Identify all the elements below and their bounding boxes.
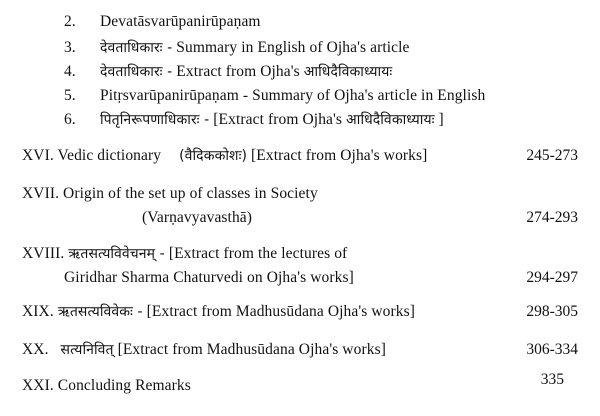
- entry-devanagari: ऋतसत्यविवेचनम् -: [68, 246, 165, 262]
- entry-xviii: [22, 244, 347, 264]
- entry-label: XVI. Vedic dictionary: [22, 147, 162, 164]
- entry-label: XX.: [22, 341, 49, 358]
- subitem-number: 6.: [64, 111, 76, 128]
- subitem-devanagari-2: आधिदैविकाध्यायः: [303, 64, 393, 80]
- subitem-devanagari: देवताधिकारः -: [100, 64, 173, 80]
- entry-xxi: XXI. Concluding Remarks: [22, 377, 191, 394]
- entry-pages: 245-273: [526, 147, 578, 164]
- subitem-title: Devatāsvarūpanirūpaṇam: [100, 13, 261, 30]
- subitem-number: 5.: [64, 87, 76, 104]
- entry-devanagari: सत्यनिवित्: [60, 342, 114, 358]
- subitem-text: [100, 38, 410, 58]
- entry-label: XVIII.: [22, 245, 65, 262]
- entry-xvii: XVII. Origin of the set up of classes in Society: [22, 185, 318, 202]
- entry-devanagari: ऋतसत्यविवेकः -: [57, 304, 143, 320]
- subitem-title: [Extract from Ojha's: [213, 111, 343, 128]
- subitem-number: 2.: [64, 13, 76, 30]
- entry-description: [Extract from Madhusūdana Ojha's works]: [146, 303, 416, 320]
- subitem-text: [100, 110, 444, 130]
- entry-pages: 294-297: [526, 269, 578, 286]
- entry-pages: 274-293: [526, 209, 578, 226]
- subitem-text: [100, 86, 485, 106]
- entry-xviii-line2: Giridhar Sharma Chaturvedi on Ojha's works]: [64, 269, 354, 286]
- entry-devanagari: (वैदिककोशः): [179, 148, 248, 164]
- subitem-close-bracket: ]: [438, 111, 444, 128]
- entry-xvi: [22, 146, 427, 166]
- subitem-number: 3.: [64, 39, 76, 56]
- subitem-devanagari: देवताधिकारः -: [100, 40, 173, 56]
- entry-pages: 298-305: [526, 303, 578, 320]
- subitem-devanagari-2: आधिदैविकाध्यायः: [346, 112, 435, 128]
- entry-pages: 306-334: [526, 341, 578, 358]
- entry-label: XIX.: [22, 303, 54, 320]
- subitem-title: Pitṛsvarūpanirūpaṇam - Summary of Ojha's article in English: [100, 87, 486, 104]
- entry-pages: 335: [540, 371, 564, 388]
- entry-description: [Extract from Madhusūdana Ojha's works]: [117, 341, 386, 358]
- subitem-devanagari: पितृनिरूपणाधिकारः -: [100, 112, 210, 128]
- entry-xvii-line2: (Varṇavyavasthā): [142, 209, 253, 226]
- subitem-text: [100, 12, 261, 32]
- subitem-title: Extract from Ojha's: [176, 63, 300, 80]
- subitem-title: Summary in English of Ojha's article: [176, 39, 410, 56]
- entry-xix: [22, 302, 415, 322]
- entry-description: [Extract from the lectures of: [168, 245, 348, 262]
- entry-description: [Extract from Ojha's works]: [251, 147, 428, 164]
- subitem-number: 4.: [64, 63, 76, 80]
- subitem-text: [100, 62, 392, 82]
- entry-xx: [22, 340, 386, 360]
